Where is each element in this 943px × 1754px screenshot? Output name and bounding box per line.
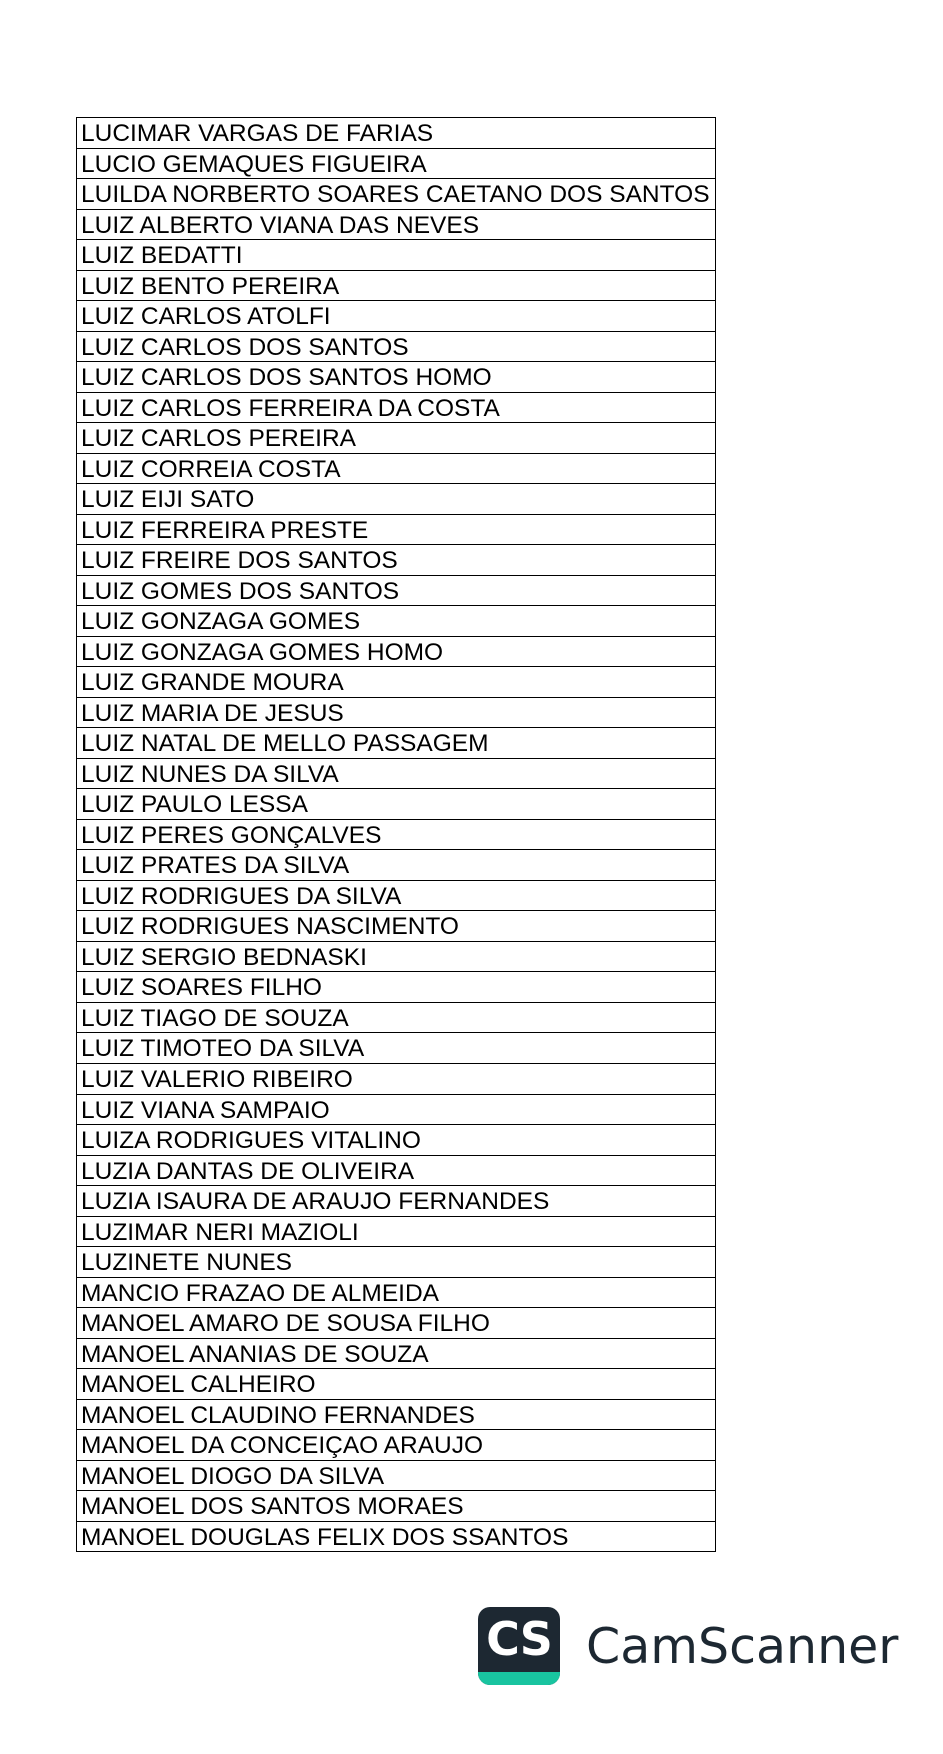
table-row bbox=[76, 759, 716, 790]
name-cell: LUIZA RODRIGUES VITALINO bbox=[81, 1127, 421, 1155]
table-row bbox=[76, 149, 716, 180]
table-row bbox=[76, 1125, 716, 1156]
name-cell: LUIZ CORREIA COSTA bbox=[81, 455, 341, 483]
name-cell: LUIZ PRATES DA SILVA bbox=[81, 852, 350, 880]
table-row bbox=[76, 271, 716, 302]
names-table bbox=[76, 117, 716, 1552]
name-cell: LUIZ EIJI SATO bbox=[81, 486, 255, 514]
table-row bbox=[76, 1491, 716, 1522]
table-row bbox=[76, 545, 716, 576]
camscanner-name: CamScanner bbox=[586, 1618, 899, 1675]
name-cell: LUCIO GEMAQUES FIGUEIRA bbox=[81, 150, 427, 178]
table-row bbox=[76, 728, 716, 759]
name-cell: LUZIMAR NERI MAZIOLI bbox=[81, 1218, 359, 1246]
table-row bbox=[76, 484, 716, 515]
table-row bbox=[76, 1430, 716, 1461]
table-row bbox=[76, 179, 716, 210]
name-cell: LUCIMAR VARGAS DE FARIAS bbox=[81, 120, 434, 147]
name-cell: MANOEL CALHEIRO bbox=[81, 1371, 316, 1399]
table-row bbox=[76, 301, 716, 332]
name-cell: LUIZ PAULO LESSA bbox=[81, 791, 308, 819]
name-cell: LUIZ TIMOTEO DA SILVA bbox=[81, 1035, 365, 1063]
table-row bbox=[76, 1186, 716, 1217]
table-row bbox=[76, 789, 716, 820]
name-cell: LUIZ CARLOS PEREIRA bbox=[81, 425, 357, 453]
table-row bbox=[76, 423, 716, 454]
table-row bbox=[76, 972, 716, 1003]
table-row bbox=[76, 850, 716, 881]
name-cell: LUIZ GRANDE MOURA bbox=[81, 669, 344, 697]
table-row bbox=[76, 1247, 716, 1278]
name-cell: MANOEL DA CONCEIÇAO ARAUJO bbox=[81, 1432, 484, 1460]
name-cell: LUIZ VALERIO RIBEIRO bbox=[81, 1065, 353, 1093]
table-row bbox=[76, 942, 716, 973]
name-cell: LUIZ CARLOS DOS SANTOS HOMO bbox=[81, 364, 492, 392]
name-cell: MANOEL AMARO DE SOUSA FILHO bbox=[81, 1310, 490, 1338]
name-cell: LUIZ GOMES DOS SANTOS bbox=[81, 577, 400, 605]
table-row bbox=[76, 698, 716, 729]
table-row bbox=[76, 667, 716, 698]
table-row bbox=[76, 911, 716, 942]
table-row bbox=[76, 1156, 716, 1187]
name-cell: LUIZ BEDATTI bbox=[81, 242, 243, 270]
table-row bbox=[76, 210, 716, 241]
table-row bbox=[76, 393, 716, 424]
table-row bbox=[76, 606, 716, 637]
name-cell: MANOEL DOS SANTOS MORAES bbox=[81, 1493, 464, 1521]
name-cell: LUIZ SERGIO BEDNASKI bbox=[81, 943, 367, 971]
table-row bbox=[76, 1095, 716, 1126]
camscanner-logo-icon bbox=[478, 1607, 560, 1685]
table-row bbox=[76, 332, 716, 363]
table-row bbox=[76, 240, 716, 271]
table-row bbox=[76, 1308, 716, 1339]
logo-accent-stripe bbox=[478, 1672, 560, 1685]
name-cell: LUZIA ISAURA DE ARAUJO FERNANDES bbox=[81, 1188, 550, 1216]
name-cell: LUIZ NUNES DA SILVA bbox=[81, 760, 339, 788]
table-row bbox=[76, 118, 716, 149]
camscanner-watermark bbox=[478, 1607, 908, 1685]
name-cell: LUZIA DANTAS DE OLIVEIRA bbox=[81, 1157, 415, 1185]
name-cell: LUIZ MARIA DE JESUS bbox=[81, 699, 344, 727]
name-cell: MANOEL DIOGO DA SILVA bbox=[81, 1462, 385, 1490]
name-cell: LUIZ BENTO PEREIRA bbox=[81, 272, 340, 300]
name-cell: LUIZ RODRIGUES NASCIMENTO bbox=[81, 913, 459, 941]
name-cell: MANCIO FRAZAO DE ALMEIDA bbox=[81, 1279, 440, 1307]
name-cell: MANOEL CLAUDINO FERNANDES bbox=[81, 1401, 475, 1429]
table-row bbox=[76, 1064, 716, 1095]
name-cell: LUIZ FERREIRA PRESTE bbox=[81, 516, 369, 544]
name-cell: LUZINETE NUNES bbox=[81, 1249, 293, 1277]
name-cell: LUIZ ALBERTO VIANA DAS NEVES bbox=[81, 211, 480, 239]
name-cell: LUIZ FREIRE DOS SANTOS bbox=[81, 547, 398, 575]
table-row bbox=[76, 1339, 716, 1370]
name-cell: LUIZ SOARES FILHO bbox=[81, 974, 322, 1002]
name-cell: LUIZ GONZAGA GOMES HOMO bbox=[81, 638, 444, 666]
table-row bbox=[76, 881, 716, 912]
name-cell: LUIZ RODRIGUES DA SILVA bbox=[81, 882, 402, 910]
name-cell: MANOEL DOUGLAS FELIX DOS SSANTOS bbox=[81, 1523, 569, 1551]
table-row bbox=[76, 454, 716, 485]
name-cell: LUIZ CARLOS ATOLFI bbox=[81, 303, 331, 331]
table-row bbox=[76, 515, 716, 546]
logo-letters: CS bbox=[486, 1612, 552, 1666]
name-cell: LUIZ PERES GONÇALVES bbox=[81, 821, 382, 849]
table-row bbox=[76, 1217, 716, 1248]
table-row bbox=[76, 1369, 716, 1400]
table-row bbox=[76, 820, 716, 851]
table-row bbox=[76, 1522, 716, 1553]
table-row bbox=[76, 1461, 716, 1492]
table-row bbox=[76, 1033, 716, 1064]
table-row bbox=[76, 1003, 716, 1034]
table-row bbox=[76, 637, 716, 668]
name-cell: LUIZ VIANA SAMPAIO bbox=[81, 1096, 330, 1124]
name-cell: LUIZ CARLOS FERREIRA DA COSTA bbox=[81, 394, 500, 422]
name-cell: LUIZ CARLOS DOS SANTOS bbox=[81, 333, 409, 361]
table-row bbox=[76, 1400, 716, 1431]
name-cell: LUIZ NATAL DE MELLO PASSAGEM bbox=[81, 730, 489, 758]
name-cell: LUIZ GONZAGA GOMES bbox=[81, 608, 361, 636]
table-row bbox=[76, 576, 716, 607]
table-row bbox=[76, 362, 716, 393]
name-cell: MANOEL ANANIAS DE SOUZA bbox=[81, 1340, 429, 1368]
table-row bbox=[76, 1278, 716, 1309]
name-cell: LUILDA NORBERTO SOARES CAETANO DOS SANTOS bbox=[81, 181, 710, 209]
name-cell: LUIZ TIAGO DE SOUZA bbox=[81, 1004, 349, 1032]
